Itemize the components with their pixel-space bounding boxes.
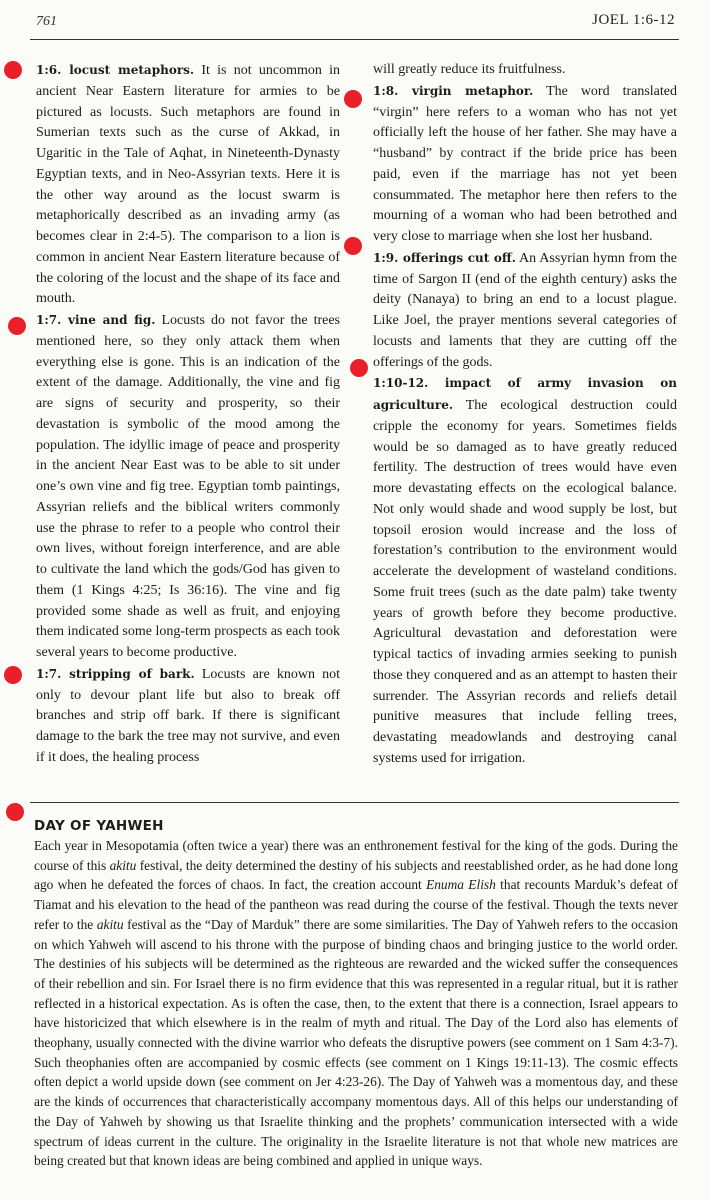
entry-vine-and-fig [36, 310, 340, 664]
left-column [36, 60, 340, 769]
sidebar-day-of-yahweh [34, 818, 678, 1171]
entry-heading: 1:10-12. impact of army invasion on agriculture. [373, 376, 677, 412]
entry-stripping-of-bark [36, 664, 340, 769]
entry-locust-metaphors [36, 60, 340, 310]
entry-text: An Assyrian hymn from the time of Sargon II (end of the eighth century) asks the deity (Nanaya) to bring an end to a locust plague. Like Joel, the prayer mentions several categories of locusts and laments that they are cutting off the offerings of the gods. [373, 250, 677, 370]
entry-continuation: will greatly reduce its fruitfulness. [373, 62, 566, 77]
annotation-dot [4, 61, 22, 79]
header-rule [30, 39, 679, 40]
entry-heading: 1:6. locust metaphors. [36, 63, 195, 77]
entry-text: The ecological destruction could cripple the economy for years. Sometimes fields would be so damaged as to have greatly reduced fertility. The destruction of trees would have even more devastating effects on the ecological balance. Not only would shade and wood supply be lost, but topsoil erosion would increase and the loss of forestation’s contribution to the environment would accelerate the development of wasteland conditions. Some fruit trees (such as the date palm) take twenty years of growth before they become productive. Agricultural devastation and deforestation were typical tactics of invading armies seeking to punish those they conquered and as an attempt to hasten their surrender. The Assyrian records and reliefs detail punitive measures that include felling trees, devastating meadowlands and destroying canal systems used for irrigation. [373, 398, 677, 766]
sidebar-text: festival as the “Day of Marduk” there are some similarities. The Day of Yahweh refers to the occasion on which Yahweh will ascend to his throne with the purpose of binding chaos and bringing justice to the world order. The destinies of his subjects will be determined as the righteous are rewarded and the wicked suffer the consequences of their rebellion and sin. For Israel there is no firm evidence that this was represented in a regular ritual, but it is rather reflected in a historical expectation. As is often the case, then, to the extent that there is a connection, Israel appears to have historicized that which elsewhere is in the realm of myth and ritual. The Day of the Lord also has elements of theophany, usually connected with the divine warrior who defeats the disruptive powers (see comment on 1 Sam 4:3-7). Such theophanies often are accompanied by cosmic effects (see comment on 1 Kings 19:11-13). The cosmic effects often depict a world upside down (see comment on Jer 4:23-26). The Day of Yahweh was a momentous day, and these are the kinds of occurrences that characteristically accompany momentous days. All of this helps our understanding of the Day of Yahweh by showing us that Israelite thinking and the prophets’ communication intersected with a wide spectrum of ideas current in the culture. The originality in the Israelite literature is not that whole new matrices are being created but that known ideas are being combined and applied in unique ways. [34, 916, 678, 1169]
running-head: JOEL 1:6-12 [592, 12, 675, 28]
annotation-dot [344, 237, 362, 255]
right-column [373, 60, 677, 770]
entry-heading: 1:9. offerings cut off. [373, 250, 516, 265]
sidebar-term: akitu [96, 916, 124, 932]
annotation-dot [4, 666, 22, 684]
entry-text: It is not uncommon in ancient Near Eastern literature for armies to be pictured as locusts. Such metaphors are found in Sumerian texts such as the curse of Akkad, in Ugaritic in the Tale of Aqhat, in Nineteenth-Dynasty Egyptian texts, and in Neo-Assyrian texts. Here it is the other way around as the locust swarm is metaphorically described as an invading army (as becomes clear in 2:4-5). The comparison to a lion is common in ancient Near Eastern literature because of the coloring of the locust and the shape of its face and mouth. [36, 63, 340, 307]
sidebar-title: DAY OF YAHWEH [34, 818, 164, 834]
sidebar-text: festival, the deity determined the destiny of his subjects and reestablished order, as he had done long ago when he defeated the forces of chaos. In fact, the creation account [34, 857, 678, 893]
annotation-dot [344, 90, 362, 108]
annotation-dot [350, 359, 368, 377]
page-number: 761 [36, 14, 57, 29]
entry-heading: 1:8. virgin metaphor. [373, 83, 534, 98]
sidebar-title-reference: Enuma Elish [426, 877, 496, 893]
entry-text: Locusts are known not only to devour plant life but also to break off branches and strip off bark. If there is significant damage to the bark the tree may not survive, and even if it does, the healing process [36, 666, 341, 765]
entry-impact-on-agriculture [373, 373, 677, 769]
sidebar-text: Each year in Mesopotamia (often twice a year) there was an enthronement festival for the king of the gods. During the course of this [34, 838, 678, 873]
entry-offerings-cut-off [373, 248, 677, 374]
entry-heading: 1:7. stripping of bark. [36, 666, 195, 681]
entry-text: Locusts do not favor the trees mentioned here, so they only attack them when everything else is gone. This is an indication of the extent of the damage. Additionally, the vine and fig are signs of security and prosperity, so their devastation is symbolic of the mood among the population. The idyllic image of peace and prosperity in the ancient Near East was to be able to sit under one’s own vine and fig tree. Egyptian tomb paintings, Assyrian reliefs and the biblical writers commonly use the phrase to refer to a people who control their own lives, without foreign interference, and are able to cultivate the land which the gods/God has given to them (1 Kings 4:25; Is 36:16). The vine and fig provided some shade as well as fruit, and enjoying them indicated some long-term prospects as each took several years to become productive. [36, 313, 340, 660]
annotation-dot [8, 317, 26, 335]
entry-text: The word translated “virgin” here refers to a woman who has not yet officially left the house of her father. She may have a “husband” by contract if the bride price has been paid, even if the marriage has not yet been consummated. The metaphor here then refers to the mourning of a woman who had been betrothed and very close to marriage when she lost her husband. [373, 83, 677, 244]
entry-virgin-metaphor [373, 81, 677, 248]
sidebar-term: akitu [109, 857, 137, 873]
section-rule [30, 802, 679, 803]
sidebar-body [34, 836, 678, 1171]
entry-heading: 1:7. vine and fig. [36, 313, 156, 327]
sidebar-text: that recounts Marduk’s defeat of Tiamat and his elevation to the head of the pantheon was read during the course of the festival. Though the texts never refer to the [34, 877, 679, 932]
annotation-dot [6, 803, 24, 821]
